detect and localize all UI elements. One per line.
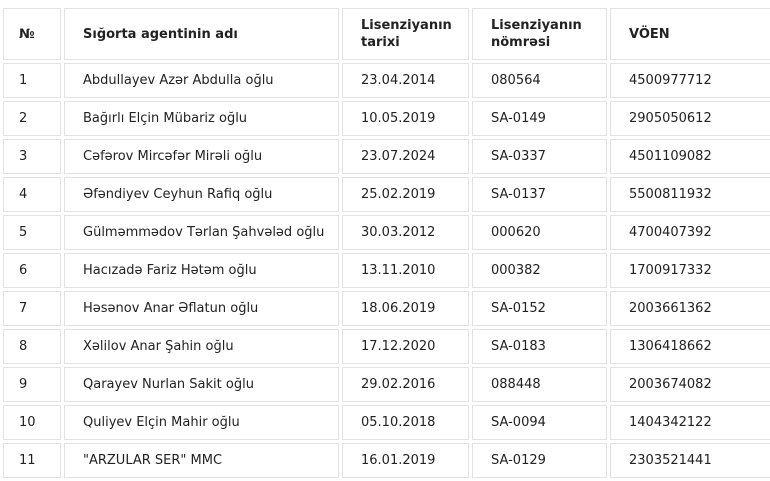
cell-voen: 4700407392	[610, 215, 770, 250]
cell-number: 2	[3, 101, 61, 136]
cell-voen: 2303521441	[610, 443, 770, 478]
table-row	[3, 253, 770, 288]
header-row	[3, 8, 770, 60]
table-row	[3, 291, 770, 326]
cell-license-date: 17.12.2020	[342, 329, 469, 364]
table-row	[3, 443, 770, 478]
table-row	[3, 101, 770, 136]
cell-license-number: SA-0129	[472, 443, 607, 478]
cell-agent-name: Həsənov Anar Əflatun oğlu	[64, 291, 339, 326]
header-number: №	[3, 8, 61, 60]
cell-number: 6	[3, 253, 61, 288]
cell-license-date: 18.06.2019	[342, 291, 469, 326]
header-license-number: Lisenziyanın nömrəsi	[472, 8, 607, 60]
table-row	[3, 367, 770, 402]
cell-voen: 1404342122	[610, 405, 770, 440]
cell-agent-name: Abdullayev Azər Abdulla oğlu	[64, 63, 339, 98]
cell-number: 3	[3, 139, 61, 174]
cell-number: 9	[3, 367, 61, 402]
table-row	[3, 215, 770, 250]
cell-license-number: SA-0152	[472, 291, 607, 326]
table-header	[3, 8, 770, 60]
cell-voen: 5500811932	[610, 177, 770, 212]
table-body	[3, 63, 770, 478]
cell-license-date: 23.04.2014	[342, 63, 469, 98]
cell-license-date: 10.05.2019	[342, 101, 469, 136]
cell-license-date: 05.10.2018	[342, 405, 469, 440]
cell-license-number: SA-0149	[472, 101, 607, 136]
cell-license-date: 30.03.2012	[342, 215, 469, 250]
cell-license-date: 13.11.2010	[342, 253, 469, 288]
cell-agent-name: Əfəndiyev Ceyhun Rafiq oğlu	[64, 177, 339, 212]
cell-number: 7	[3, 291, 61, 326]
cell-license-date: 29.02.2016	[342, 367, 469, 402]
cell-voen: 1700917332	[610, 253, 770, 288]
table-row	[3, 139, 770, 174]
cell-number: 5	[3, 215, 61, 250]
cell-license-number: 080564	[472, 63, 607, 98]
header-agent-name: Sığorta agentinin adı	[64, 8, 339, 60]
cell-license-number: SA-0094	[472, 405, 607, 440]
cell-license-date: 25.02.2019	[342, 177, 469, 212]
header-license-date: Lisenziyanın tarixi	[342, 8, 469, 60]
cell-agent-name: Xəlilov Anar Şahin oğlu	[64, 329, 339, 364]
cell-number: 4	[3, 177, 61, 212]
cell-number: 10	[3, 405, 61, 440]
cell-agent-name: Qarayev Nurlan Sakit oğlu	[64, 367, 339, 402]
cell-voen: 1306418662	[610, 329, 770, 364]
table-row	[3, 329, 770, 364]
cell-voen: 2003661362	[610, 291, 770, 326]
cell-agent-name: Quliyev Elçin Mahir oğlu	[64, 405, 339, 440]
cell-license-number: SA-0183	[472, 329, 607, 364]
table-row	[3, 177, 770, 212]
cell-license-number: 088448	[472, 367, 607, 402]
cell-voen: 2003674082	[610, 367, 770, 402]
cell-license-number: 000620	[472, 215, 607, 250]
cell-license-number: SA-0337	[472, 139, 607, 174]
cell-agent-name: "ARZULAR SER" MMC	[64, 443, 339, 478]
cell-license-date: 16.01.2019	[342, 443, 469, 478]
cell-number: 8	[3, 329, 61, 364]
header-voen: VÖEN	[610, 8, 770, 60]
cell-agent-name: Hacızadə Fariz Hətəm oğlu	[64, 253, 339, 288]
cell-agent-name: Bağırlı Elçin Mübariz oğlu	[64, 101, 339, 136]
cell-number: 11	[3, 443, 61, 478]
cell-voen: 4500977712	[610, 63, 770, 98]
cell-license-number: SA-0137	[472, 177, 607, 212]
cell-number: 1	[3, 63, 61, 98]
cell-voen: 4501109082	[610, 139, 770, 174]
cell-license-date: 23.07.2024	[342, 139, 469, 174]
cell-agent-name: Gülməmmədov Tərlan Şahvələd oğlu	[64, 215, 339, 250]
insurance-agents-table	[0, 5, 770, 481]
cell-voen: 2905050612	[610, 101, 770, 136]
cell-agent-name: Cəfərov Mircəfər Mirəli oğlu	[64, 139, 339, 174]
cell-license-number: 000382	[472, 253, 607, 288]
table-row	[3, 405, 770, 440]
table-row	[3, 63, 770, 98]
